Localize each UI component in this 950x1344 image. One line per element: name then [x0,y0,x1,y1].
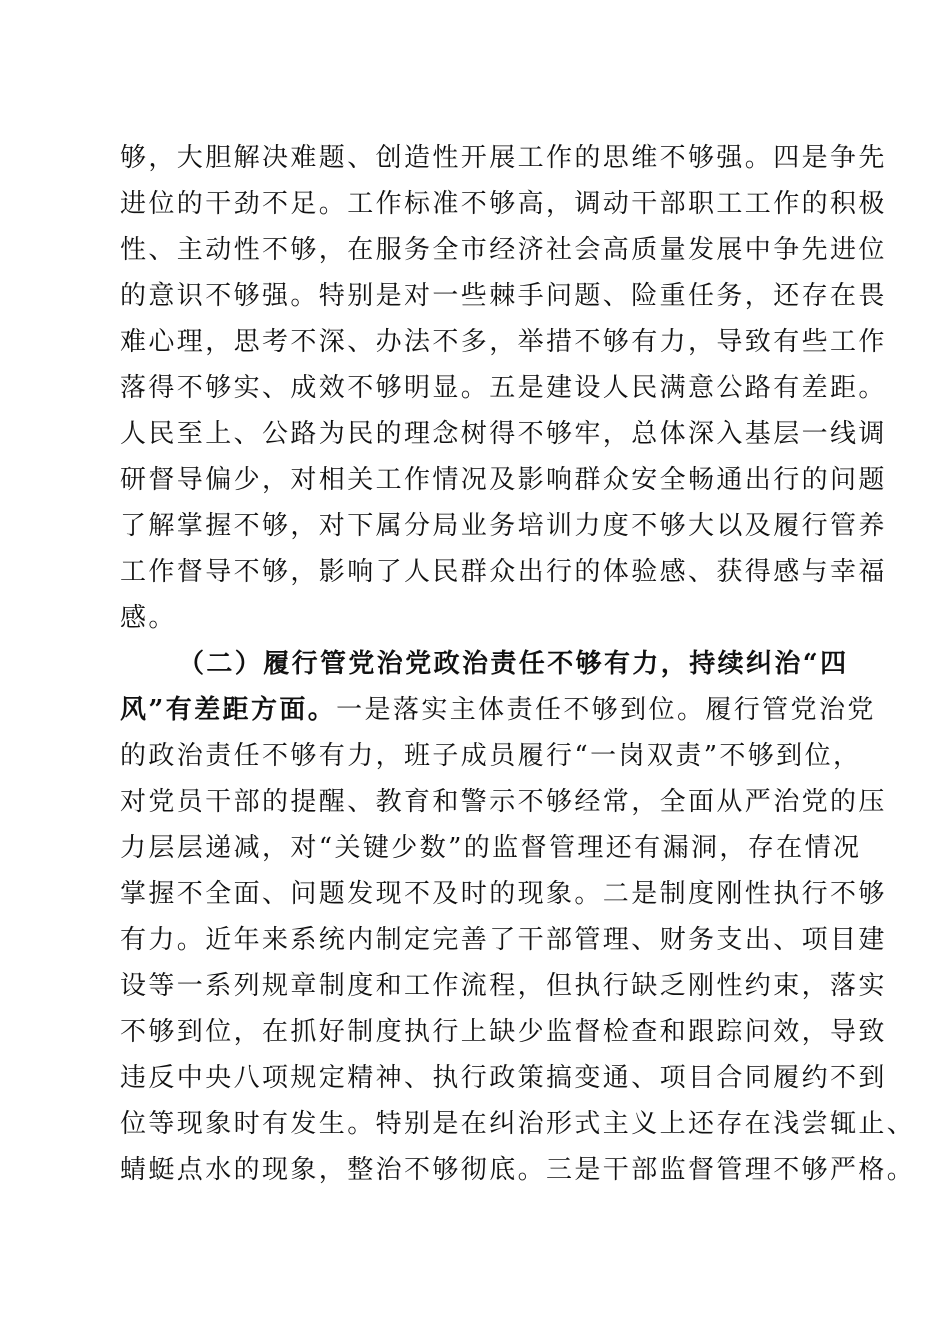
section-heading: （二）履行管党治党政治责任不够有力，持续纠治“四 [178,649,849,679]
paragraph-line: 人民至上、公路为民的理念树得不够牢，总体深入基层一线调 [120,419,887,449]
paragraph-line: 了解掌握不够，对下属分局业务培训力度不够大以及履行管养 [120,511,887,541]
section-heading-line [120,688,876,732]
paragraph-line: 进位的干劲不足。工作标准不够高，调动干部职工工作的积极 [120,189,887,219]
paragraph-line: 蜻蜓点水的现象，整治不够彻底。三是干部监督管理不够严格。 [120,1155,916,1185]
paragraph-line: 感。 [120,603,177,633]
paragraph-line: 研督导偏少，对相关工作情况及影响群众安全畅通出行的问题 [120,465,887,495]
paragraph-line: 的意识不够强。特别是对一些棘手问题、险重任务，还存在畏 [120,281,887,311]
paragraph-line: 有力。近年来系统内制定完善了干部管理、财务支出、项目建 [120,925,887,955]
paragraph-line: 掌握不全面、问题发现不及时的现象。二是制度刚性执行不够 [120,879,887,909]
paragraph-line: 设等一系列规章制度和工作流程，但执行缺乏刚性约束，落实 [120,971,887,1001]
paragraph-line: 落得不够实、成效不够明显。五是建设人民满意公路有差距。 [120,373,887,403]
paragraph-line: 对党员干部的提醒、教育和警示不够经常，全面从严治党的压 [120,787,887,817]
paragraph-line: 工作督导不够，影响了人民群众出行的体验感、获得感与幸福 [120,557,887,587]
paragraph-line: 的政治责任不够有力，班子成员履行“一岗双责”不够到位， [120,741,862,771]
paragraph-line: 位等现象时有发生。特别是在纠治形式主义上还存在浅尝辄止、 [120,1109,916,1139]
paragraph-line: 性、主动性不够，在服务全市经济社会高质量发展中争先进位 [120,235,887,265]
paragraph-line: 违反中央八项规定精神、执行政策搞变通、项目合同履约不到 [120,1063,887,1093]
paragraph-line: 力层层递减，对“关键少数”的监督管理还有漏洞，存在情况 [120,833,862,863]
section-text: 一是落实主体责任不够到位。履行管党治党 [336,695,876,725]
section-heading-continuation: 风”有差距方面。 [120,695,337,725]
paragraph-line: 够，大胆解决难题、创造性开展工作的思维不够强。四是争先 [120,143,887,173]
paragraph-line: 不够到位，在抓好制度执行上缺少监督检查和跟踪问效，导致 [120,1017,887,1047]
paragraph-line: 难心理，思考不深、办法不多，举措不够有力，导致有些工作 [120,327,887,357]
